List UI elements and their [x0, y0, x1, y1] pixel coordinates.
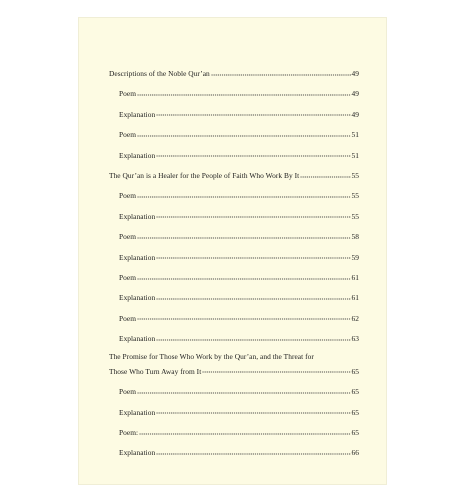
toc-entry-title: Explanation [119, 211, 156, 221]
toc-entry[interactable] [109, 251, 359, 262]
toc-entry-title: Those Who Turn Away from It [109, 366, 202, 376]
toc-entry[interactable] [109, 189, 359, 200]
toc-entry-page: 51 [351, 130, 359, 140]
toc-entry[interactable] [109, 385, 359, 396]
toc-entry-title: Poem [119, 272, 137, 282]
dot-leader [156, 406, 350, 415]
dot-leader [137, 312, 350, 321]
toc-entry-title: Poem [119, 191, 137, 201]
dot-leader [156, 210, 350, 219]
toc-entry[interactable] [109, 291, 359, 302]
toc-entry-page: 65 [351, 366, 359, 376]
table-of-contents [109, 67, 359, 457]
dot-leader [137, 87, 350, 96]
dot-leader [156, 291, 350, 300]
toc-entry-title: Poem [119, 387, 137, 397]
toc-entry[interactable] [109, 426, 359, 437]
toc-entry-page: 61 [351, 272, 359, 282]
toc-entry-page: 65 [351, 387, 359, 397]
dot-leader [300, 169, 350, 178]
book-page [79, 18, 386, 484]
toc-entry[interactable] [109, 312, 359, 323]
toc-entry-page: 59 [351, 252, 359, 262]
toc-entry-title: Explanation [119, 150, 156, 160]
dot-leader [156, 108, 350, 117]
toc-entry-page: 61 [351, 293, 359, 303]
toc-entry[interactable] [109, 332, 359, 343]
toc-entry-page: 66 [351, 448, 359, 458]
toc-entry-title: Explanation [119, 293, 156, 303]
toc-entry-title: The Qur’an is a Healer for the People of Faith Who Work By It [109, 170, 300, 180]
dot-leader [202, 365, 350, 374]
toc-entry[interactable] [109, 128, 359, 139]
dot-leader [156, 446, 350, 455]
toc-entry-page: 55 [351, 170, 359, 180]
toc-entry-page: 49 [351, 69, 359, 78]
dot-leader [137, 385, 350, 394]
dot-leader [156, 332, 350, 341]
toc-entry-title: Explanation [119, 252, 156, 262]
toc-entry[interactable] [109, 149, 359, 160]
toc-entry-title: Poem [119, 130, 137, 140]
toc-entry[interactable] [109, 230, 359, 241]
toc-entry-page: 63 [351, 334, 359, 344]
toc-entry-title: Descriptions of the Noble Qur’an [109, 69, 210, 78]
dot-leader [156, 251, 350, 260]
toc-entry[interactable] [109, 406, 359, 417]
toc-entry-title: Poem [119, 89, 137, 99]
toc-entry-page: 65 [351, 428, 359, 438]
toc-entry-title-line1: The Promise for Those Who Work by the Qur’an, and the Threat for [109, 352, 314, 362]
toc-entry-chapter[interactable] [109, 169, 359, 180]
toc-entry-page: 65 [351, 407, 359, 417]
toc-entry-page: 55 [351, 211, 359, 221]
dot-leader [137, 271, 350, 280]
dot-leader [137, 128, 350, 137]
dot-leader [137, 189, 350, 198]
toc-entry[interactable] [109, 446, 359, 457]
toc-entry-title: Poem [119, 313, 137, 323]
toc-entry[interactable] [109, 271, 359, 282]
toc-entry-title: Explanation [119, 407, 156, 417]
toc-entry[interactable] [109, 210, 359, 221]
toc-entry-page: 51 [351, 150, 359, 160]
toc-entry-chapter[interactable] [109, 365, 359, 376]
toc-entry-page: 62 [351, 313, 359, 323]
dot-leader [156, 149, 350, 158]
toc-entry-title: Explanation [119, 109, 156, 119]
toc-entry-page: 55 [351, 191, 359, 201]
toc-entry-title: Poem: [119, 428, 139, 438]
dot-leader [137, 230, 350, 239]
toc-entry-page: 49 [351, 109, 359, 119]
toc-entry-page: 58 [351, 232, 359, 242]
toc-entry-title: Explanation [119, 448, 156, 458]
toc-entry[interactable] [109, 87, 359, 98]
toc-entry-page: 49 [351, 89, 359, 99]
dot-leader [139, 426, 350, 435]
dot-leader [211, 67, 351, 76]
toc-entry-chapter[interactable] [109, 67, 359, 78]
toc-entry-title: Poem [119, 232, 137, 242]
toc-entry[interactable] [109, 108, 359, 119]
toc-entry-title: Explanation [119, 334, 156, 344]
